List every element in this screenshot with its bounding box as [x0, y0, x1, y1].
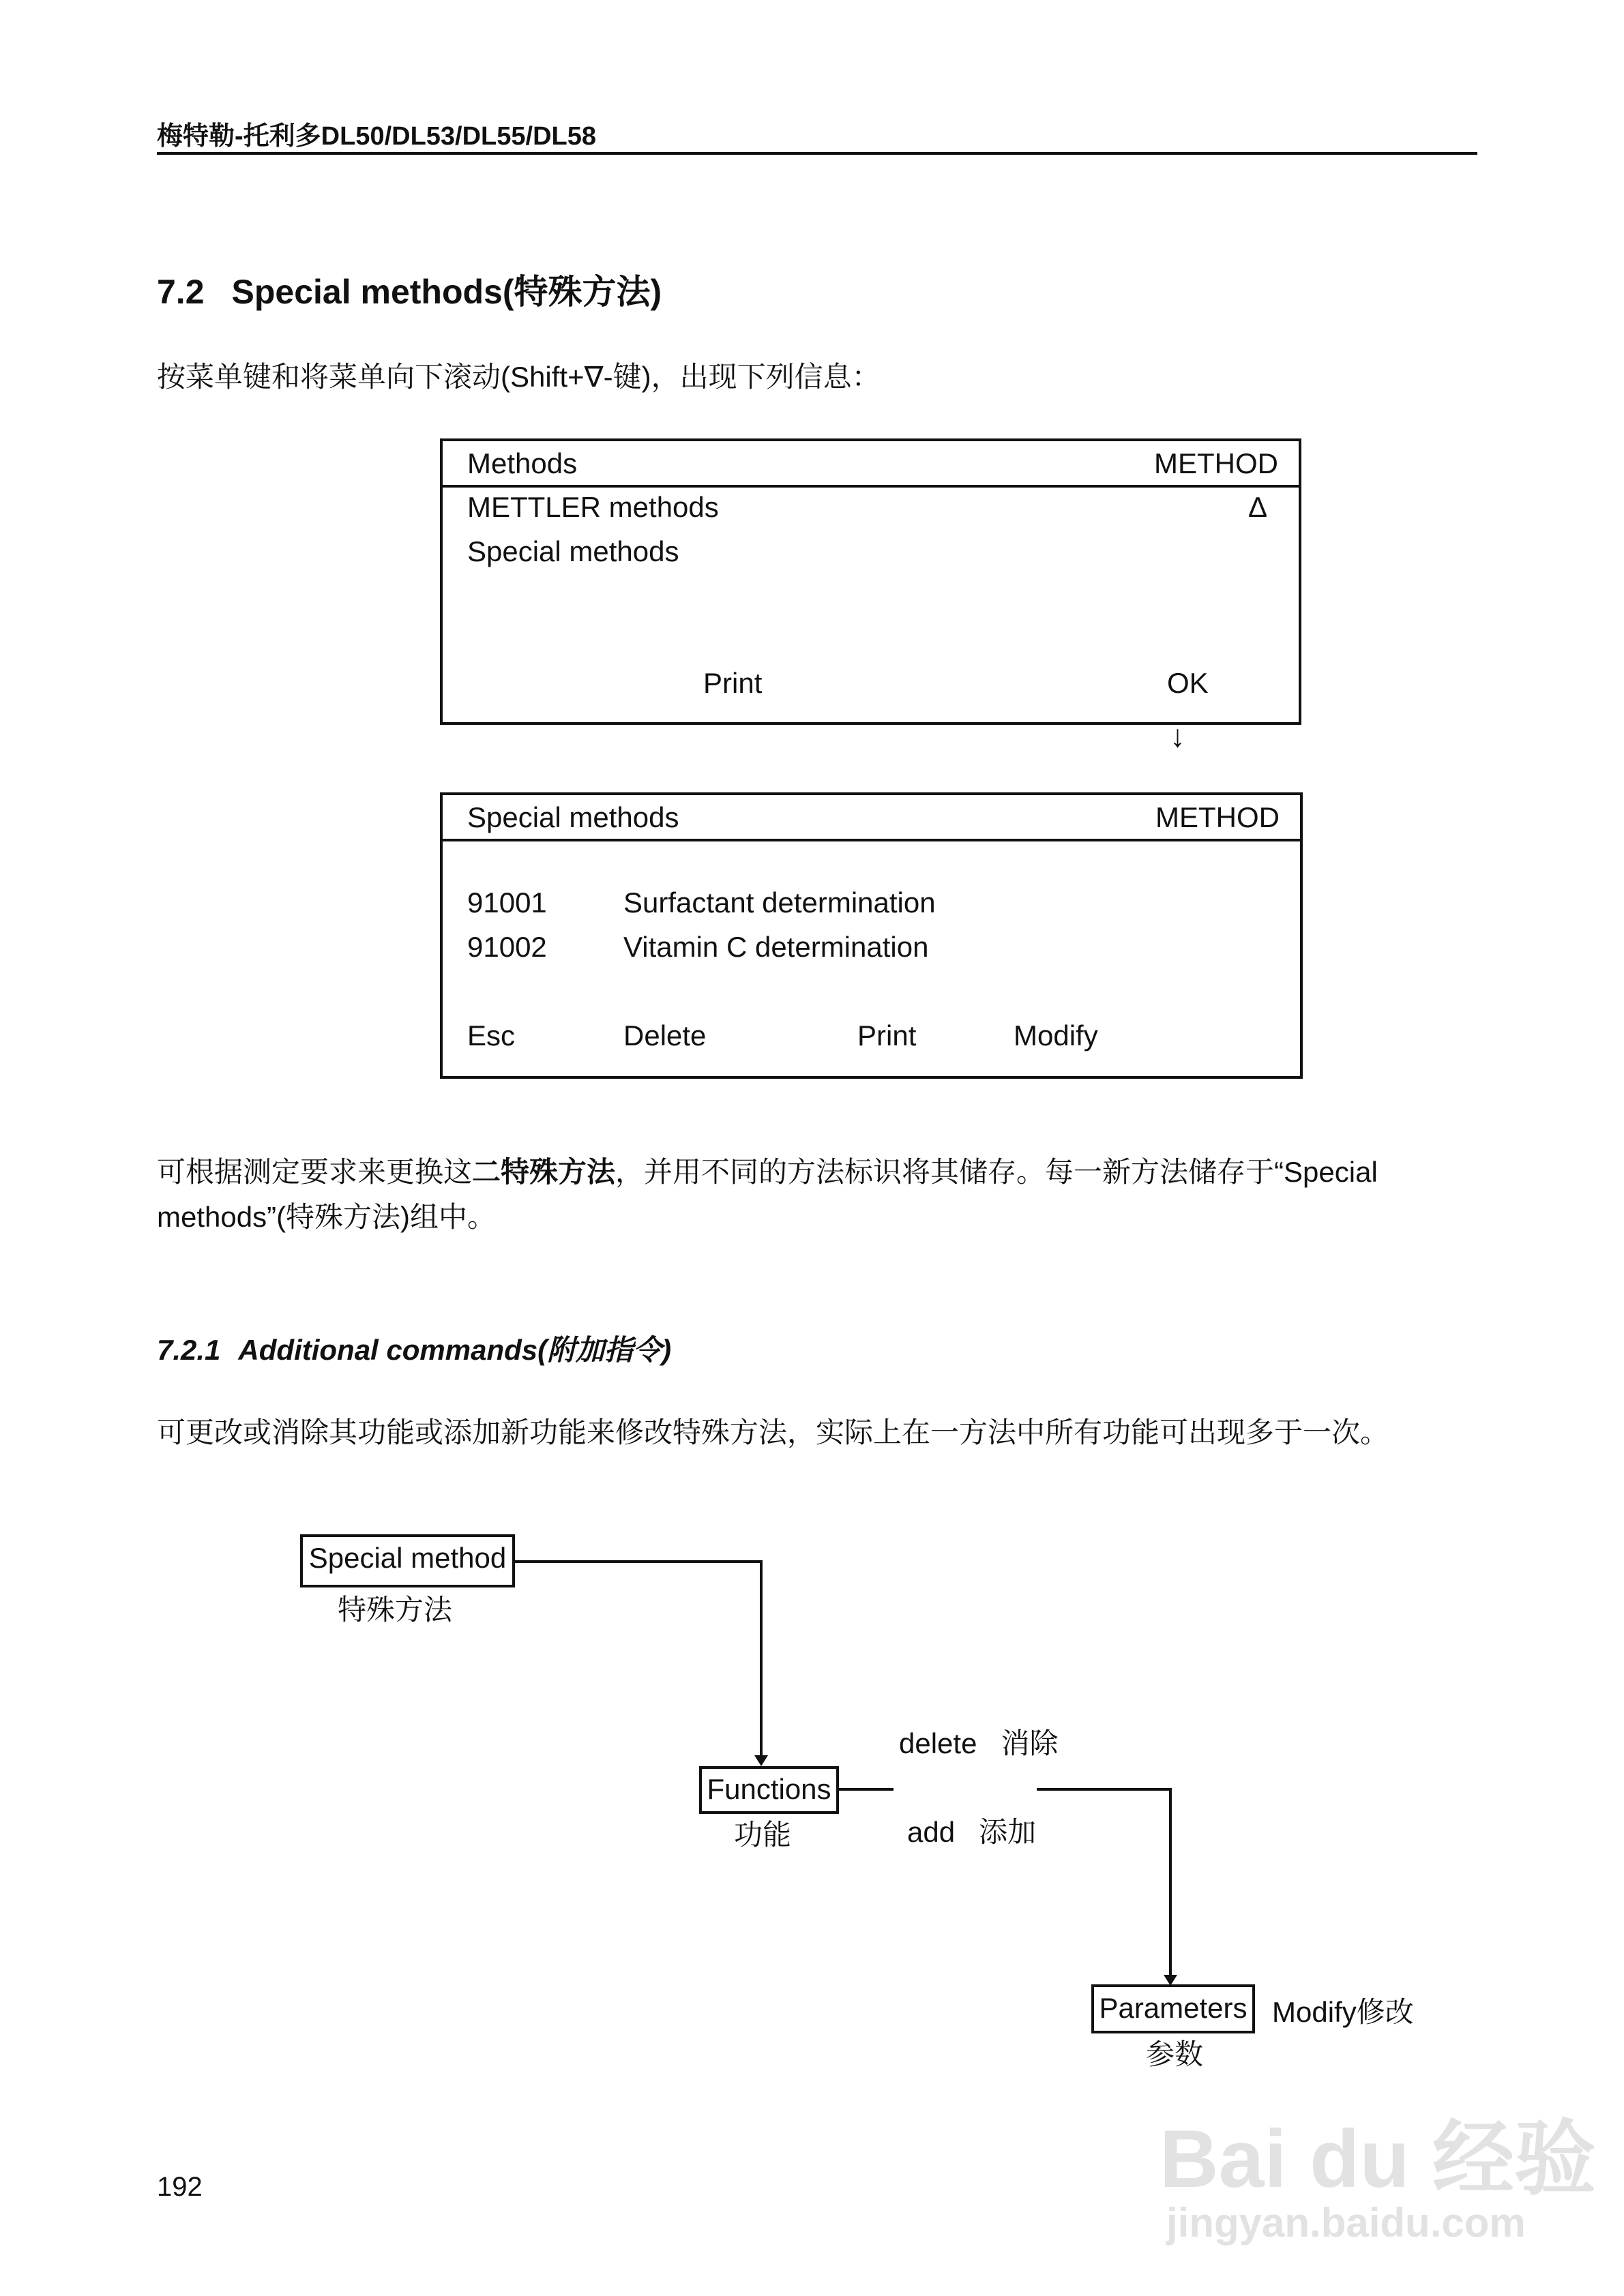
softkey-delete[interactable]: Delete: [623, 1019, 707, 1052]
intro-paragraph: 按菜单键和将菜单向下滚动(Shift+∇-键)，出现下列信息：: [157, 361, 881, 393]
method-id[interactable]: 91001: [467, 886, 547, 919]
display-screen-methods: [440, 438, 1301, 725]
baidu-watermark-logo: Bai du 经验: [1160, 2113, 1597, 2205]
header-rule: [157, 152, 1477, 155]
softkey-esc[interactable]: Esc: [467, 1019, 516, 1052]
screen2-mode: METHOD: [1155, 801, 1280, 833]
para2-text: ，并用不同的方法标识将其储存。每一新方法储存于“Special: [615, 1156, 1378, 1188]
add-label: [907, 1810, 1036, 1851]
scroll-up-indicator-icon: Δ: [1247, 491, 1267, 523]
display-screen-special-methods: [440, 792, 1303, 1079]
description-paragraph: [157, 1150, 1378, 1240]
subsection-number: 7.2.1: [157, 1334, 221, 1366]
para2-text: 可根据测定要求来更换这: [157, 1156, 473, 1188]
add-cn: 添加: [979, 1816, 1037, 1848]
section-heading: [157, 265, 662, 314]
add-en: add: [907, 1816, 956, 1848]
subsection-title: Additional commands(附加指令): [238, 1334, 672, 1366]
screen2-title: Special methods: [467, 801, 679, 833]
commands-paragraph: 可更改或消除其功能或添加新功能来修改特殊方法，实际上在一方法中所有功能可出现多于一次。: [157, 1416, 1389, 1448]
special-method-box: Special method: [300, 1534, 515, 1587]
down-arrow-icon: ↓: [1170, 718, 1185, 754]
connector-line: [1169, 1788, 1172, 1978]
menu-item-mettler-methods[interactable]: METTLER methods: [467, 491, 719, 523]
functions-box: Functions: [699, 1766, 839, 1814]
connector-line: [515, 1560, 763, 1563]
method-id[interactable]: 91002: [467, 931, 547, 963]
softkey-print[interactable]: Print: [703, 667, 763, 699]
functions-caption: 功能: [734, 1819, 792, 1851]
running-header: 梅特勒-托利多DL50/DL53/DL55/DL58: [157, 122, 597, 151]
connector-line: [760, 1560, 763, 1758]
subsection-heading: [157, 1328, 671, 1369]
screen2-header-bar: [443, 795, 1300, 841]
softkey-print[interactable]: Print: [857, 1019, 917, 1052]
screen1-mode: METHOD: [1154, 447, 1278, 479]
parameters-caption: 参数: [1146, 2038, 1204, 2070]
softkey-modify[interactable]: Modify: [1014, 1019, 1098, 1052]
delete-en: delete: [899, 1727, 977, 1759]
menu-item-special-methods[interactable]: Special methods: [467, 535, 679, 567]
section-title: Special methods(特殊方法): [231, 273, 662, 311]
parameters-box: Parameters: [1091, 1984, 1255, 2033]
delete-label: [899, 1721, 1058, 1762]
special-method-caption: 特殊方法: [338, 1594, 453, 1626]
method-name[interactable]: Surfactant determination: [623, 886, 936, 919]
connector-line: [839, 1788, 894, 1791]
screen1-header-bar: [443, 441, 1299, 488]
screen1-title: Methods: [467, 447, 578, 479]
para2-emphasis: 二特殊方法: [472, 1156, 616, 1188]
parameters-action: Modify修改: [1272, 1996, 1414, 2028]
delete-cn: 消除: [1001, 1727, 1059, 1759]
method-name[interactable]: Vitamin C determination: [623, 931, 929, 963]
arrowhead-icon: [754, 1755, 768, 1766]
softkey-ok[interactable]: OK: [1167, 667, 1209, 699]
connector-line: [1037, 1788, 1172, 1791]
baidu-watermark-url: jingyan.baidu.com: [1166, 2200, 1526, 2246]
section-number: 7.2: [157, 273, 205, 311]
page-number: 192: [157, 2172, 203, 2202]
para2-text: methods”(特殊方法)组中。: [157, 1201, 497, 1233]
